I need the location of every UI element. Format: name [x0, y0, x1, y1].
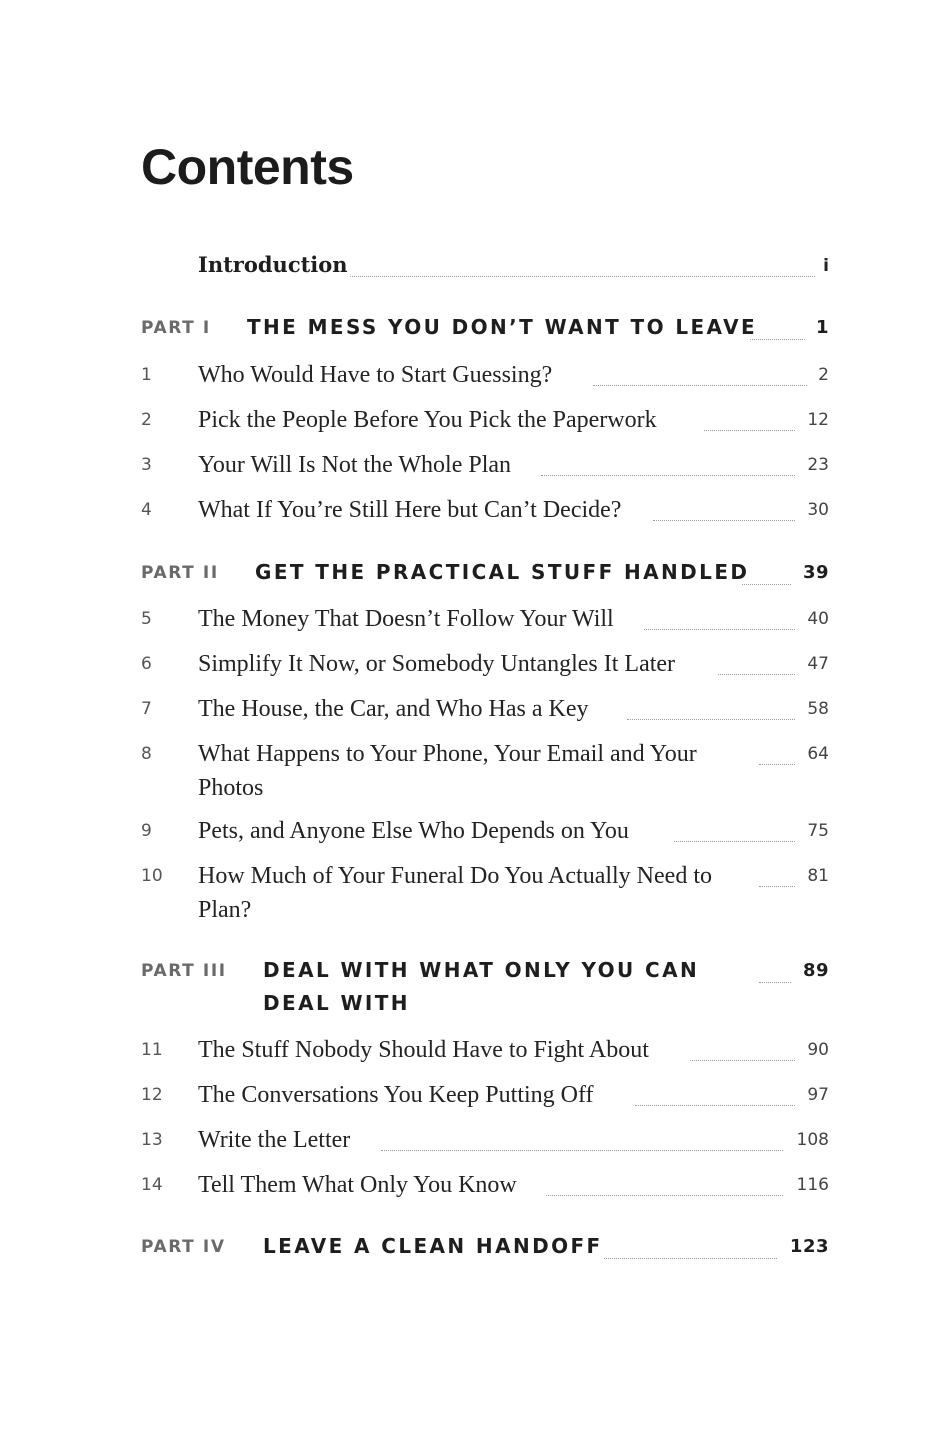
leader-dots	[759, 982, 791, 983]
toc-part-3[interactable]	[141, 955, 829, 1021]
part-title-line-2: DEAL WITH	[263, 991, 410, 1015]
chapter-page: 81	[807, 866, 829, 886]
part-title: THE MESS YOU DON’T WANT TO LEAVE	[247, 315, 758, 339]
toc-part-4[interactable]	[141, 1231, 829, 1267]
chapter-page: 47	[807, 654, 829, 674]
toc-entry-introduction[interactable]	[141, 250, 829, 282]
toc-part-2[interactable]	[141, 557, 829, 593]
chapter-page: 64	[807, 744, 829, 764]
leader-dots	[644, 629, 795, 630]
chapter-number: 3	[141, 455, 152, 475]
leader-dots	[759, 886, 795, 887]
chapter-title: The Stuff Nobody Should Have to Fight About	[198, 1037, 649, 1063]
part-number: PART IV	[141, 1237, 226, 1257]
part-title: LEAVE A CLEAN HANDOFF	[263, 1234, 603, 1258]
toc-chapter-8[interactable]	[141, 737, 829, 807]
chapter-number: 1	[141, 365, 152, 385]
entry-title: Introduction	[198, 252, 348, 277]
chapter-page: 116	[796, 1175, 829, 1195]
leader-dots	[635, 1105, 795, 1106]
toc-chapter-14[interactable]	[141, 1168, 829, 1204]
chapter-title: The Money That Doesn’t Follow Your Will	[198, 606, 614, 632]
chapter-number: 12	[141, 1085, 163, 1105]
leader-dots	[546, 1195, 783, 1196]
chapter-title: Write the Letter	[198, 1127, 351, 1153]
toc-chapter-10[interactable]	[141, 859, 829, 929]
chapter-title: Your Will Is Not the Whole Plan	[198, 452, 512, 478]
toc-chapter-7[interactable]	[141, 692, 829, 728]
toc-chapter-5[interactable]	[141, 602, 829, 638]
leader-dots	[718, 674, 795, 675]
toc-chapter-3[interactable]	[141, 448, 829, 484]
chapter-page: 97	[807, 1085, 829, 1105]
chapter-number: 9	[141, 821, 152, 841]
chapter-number: 13	[141, 1130, 163, 1150]
chapter-number: 10	[141, 866, 163, 886]
page-title: Contents	[141, 139, 354, 195]
chapter-page: 12	[807, 410, 829, 430]
part-number: PART II	[141, 563, 219, 583]
chapter-page: 90	[807, 1040, 829, 1060]
leader-dots	[759, 764, 795, 765]
chapter-number: 7	[141, 699, 152, 719]
toc-chapter-4[interactable]	[141, 493, 829, 529]
leader-dots	[381, 1150, 783, 1151]
chapter-page: 30	[807, 500, 829, 520]
leader-dots	[627, 719, 795, 720]
leader-dots	[653, 520, 795, 521]
chapter-number: 11	[141, 1040, 163, 1060]
leader-dots	[674, 841, 795, 842]
chapter-page: 23	[807, 455, 829, 475]
toc-chapter-13[interactable]	[141, 1123, 829, 1159]
chapter-number: 2	[141, 410, 152, 430]
toc-chapter-9[interactable]	[141, 814, 829, 850]
chapter-title: The House, the Car, and Who Has a Key	[198, 696, 589, 722]
chapter-number: 6	[141, 654, 152, 674]
part-page: 39	[802, 562, 829, 583]
leader-dots	[350, 276, 815, 277]
leader-dots	[704, 430, 795, 431]
toc-chapter-2[interactable]	[141, 403, 829, 439]
toc-part-1[interactable]	[141, 312, 829, 348]
chapter-title: What If You’re Still Here but Can’t Decide?	[198, 497, 622, 523]
entry-page: i	[823, 256, 829, 276]
leader-dots	[750, 339, 805, 340]
chapter-title: Who Would Have to Start Guessing?	[198, 362, 553, 388]
chapter-title: The Conversations You Keep Putting Off	[198, 1082, 594, 1108]
part-title-line-1: DEAL WITH WHAT ONLY YOU CAN	[263, 958, 700, 982]
chapter-title: Tell Them What Only You Know	[198, 1172, 517, 1198]
chapter-number: 14	[141, 1175, 163, 1195]
chapter-number: 5	[141, 609, 152, 629]
chapter-title: How Much of Your Funeral Do You Actually Need to Plan?	[198, 863, 712, 923]
chapter-title: What Happens to Your Phone, Your Email and Your Photos	[198, 741, 697, 801]
toc-chapter-6[interactable]	[141, 647, 829, 683]
leader-dots	[742, 584, 791, 585]
chapter-page: 108	[796, 1130, 829, 1150]
toc-chapter-1[interactable]	[141, 358, 829, 394]
part-page: 123	[789, 1236, 829, 1257]
chapter-page: 2	[818, 365, 829, 385]
chapter-number: 4	[141, 500, 152, 520]
chapter-number: 8	[141, 744, 152, 764]
leader-dots	[541, 475, 795, 476]
chapter-title: Simplify It Now, or Somebody Untangles It Later	[198, 651, 676, 677]
leader-dots	[690, 1060, 795, 1061]
leader-dots	[593, 385, 807, 386]
chapter-title: Pick the People Before You Pick the Paperwork	[198, 407, 657, 433]
toc-chapter-12[interactable]	[141, 1078, 829, 1114]
part-title: GET THE PRACTICAL STUFF HANDLED	[255, 560, 750, 584]
part-number: PART I	[141, 318, 211, 338]
chapter-page: 75	[807, 821, 829, 841]
part-page: 1	[815, 317, 829, 338]
part-number: PART III	[141, 961, 227, 981]
toc-chapter-11[interactable]	[141, 1033, 829, 1069]
leader-dots	[604, 1258, 777, 1259]
chapter-page: 58	[807, 699, 829, 719]
chapter-page: 40	[807, 609, 829, 629]
part-page: 89	[802, 960, 829, 981]
chapter-title: Pets, and Anyone Else Who Depends on You	[198, 818, 629, 844]
